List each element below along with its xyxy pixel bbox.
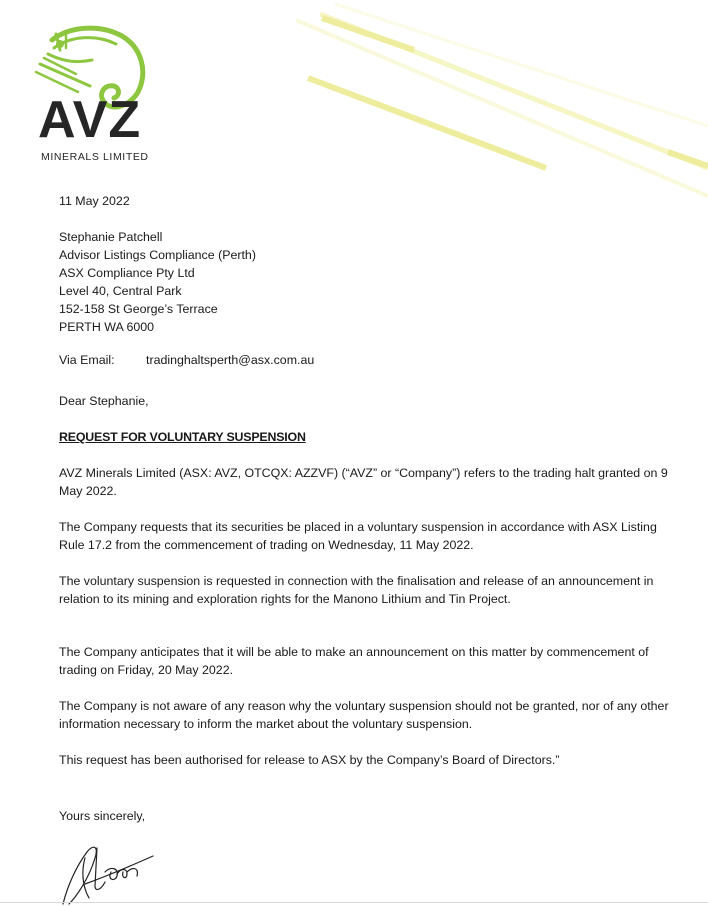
letter-date: 11 May 2022: [59, 194, 130, 208]
recipient-line: Advisor Listings Compliance (Perth): [59, 248, 256, 262]
email-address: tradinghaltsperth@asx.com.au: [146, 353, 315, 367]
page-bottom-edge: [0, 902, 708, 903]
via-label: Via Email:: [59, 353, 115, 367]
subject-heading: REQUEST FOR VOLUNTARY SUSPENSION: [59, 430, 306, 444]
logo-subtitle: MINERALS LIMITED: [41, 151, 149, 163]
recipient-line: Level 40, Central Park: [59, 284, 182, 298]
body-paragraph: AVZ Minerals Limited (ASX: AVZ, OTCQX: AZZVF) (“AVZ” or “Company”) refers to the trading halt granted on 9 May 2022.: [59, 466, 668, 498]
recipient-line: 152-158 St George’s Terrace: [59, 302, 218, 316]
signature-icon: [55, 838, 160, 906]
recipient-line: PERTH WA 6000: [59, 320, 155, 334]
body-paragraph: This request has been authorised for release to ASX by the Company’s Board of Directors.”: [59, 753, 560, 767]
body-paragraph: The Company requests that its securities be placed in a voluntary suspension in accordance with ASX Listing Rule 17.2 from the commencement of trading on Wednesday, 11 May 2022.: [59, 520, 657, 552]
recipient-line: Stephanie Patchell: [59, 230, 163, 244]
salutation: Dear Stephanie,: [59, 394, 149, 408]
logo-wordmark: AVZ: [38, 91, 142, 149]
body-paragraph: The Company is not aware of any reason why the voluntary suspension should not be granted, nor of any other information necessary to inform the market about the voluntary suspension.: [59, 699, 669, 731]
body-paragraph: The Company anticipates that it will be able to make an announcement on this matter by commencement of trading on Friday, 20 May 2022.: [59, 645, 649, 677]
recipient-line: ASX Compliance Pty Ltd: [59, 266, 195, 280]
body-paragraph: The voluntary suspension is requested in connection with the finalisation and release of an announcement in relation to its mining and exploration rights for the Manono Lithium and Tin Project.: [59, 574, 654, 606]
closing: Yours sincerely,: [59, 809, 146, 823]
